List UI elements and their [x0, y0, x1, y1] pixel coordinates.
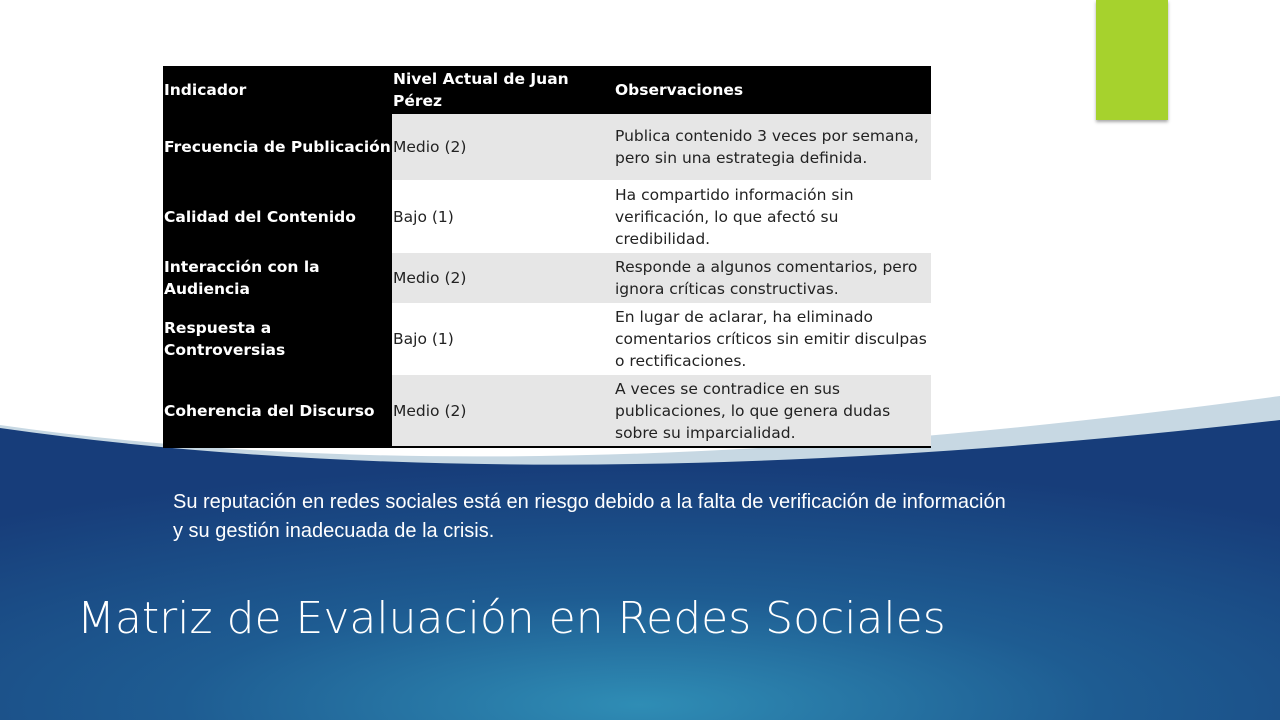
summary-text: Su reputación en redes sociales está en riesgo debido a la falta de verificación de información y su gestión inadecuada de la crisis.: [173, 491, 1006, 542]
table-row: [163, 180, 931, 253]
slide-title: Matriz de Evaluación en Redes Sociales: [77, 593, 946, 644]
level-cell: Medio (2): [392, 375, 614, 447]
level-cell: Bajo (1): [392, 303, 614, 375]
indicator-cell: Calidad del Contenido: [163, 180, 392, 253]
observation-cell: Publica contenido 3 veces por semana, pero sin una estrategia definida.: [614, 114, 931, 180]
table-header-row: [163, 66, 931, 114]
table-row: [163, 303, 931, 375]
accent-bar: [1096, 0, 1168, 120]
observation-cell: Ha compartido información sin verificación, lo que afectó su credibilidad.: [614, 180, 931, 253]
header-level: Nivel Actual de Juan Pérez: [392, 66, 614, 114]
observation-cell: A veces se contradice en sus publicaciones, lo que genera dudas sobre su imparcialidad.: [614, 375, 931, 447]
header-indicator: Indicador: [163, 66, 392, 114]
indicator-cell: Frecuencia de Publicación: [163, 114, 392, 180]
observation-cell: Responde a algunos comentarios, pero ignora críticas constructivas.: [614, 253, 931, 303]
table-row: [163, 375, 931, 447]
table-row: [163, 114, 931, 180]
header-observations: Observaciones: [614, 66, 931, 114]
observation-cell: En lugar de aclarar, ha eliminado comentarios críticos sin emitir disculpas o rectificaciones.: [614, 303, 931, 375]
indicator-cell: Coherencia del Discurso: [163, 375, 392, 447]
indicator-cell: Interacción con la Audiencia: [163, 253, 392, 303]
table-row: [163, 253, 931, 303]
indicator-cell: Respuesta a Controversias: [163, 303, 392, 375]
evaluation-matrix-table: [163, 66, 931, 448]
level-cell: Bajo (1): [392, 180, 614, 253]
level-cell: Medio (2): [392, 253, 614, 303]
level-cell: Medio (2): [392, 114, 614, 180]
